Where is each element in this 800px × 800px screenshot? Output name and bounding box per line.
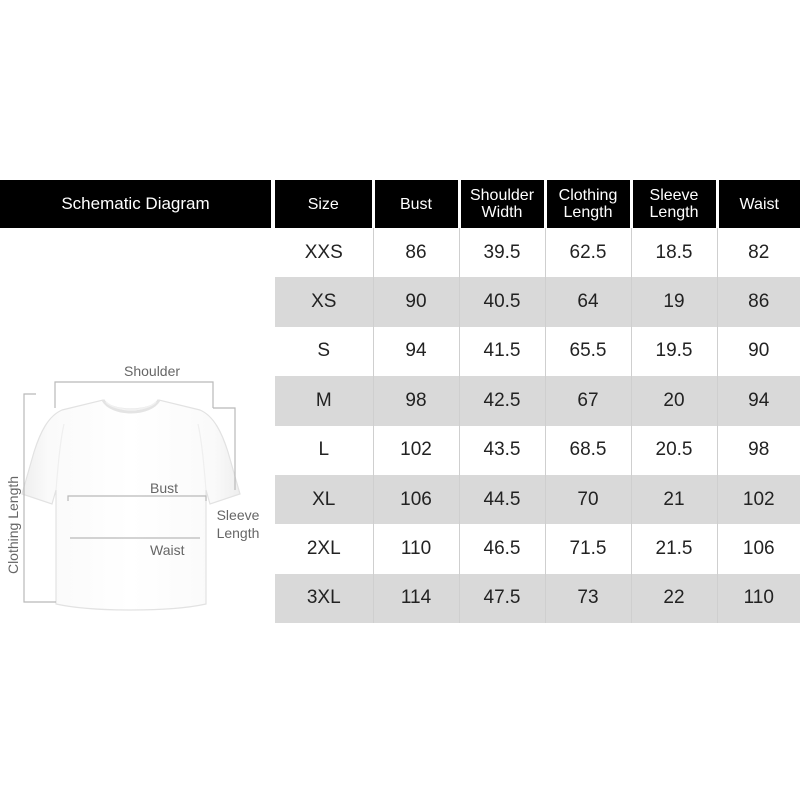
sleeve-length-label: Sleeve Length <box>216 507 260 541</box>
cell-sleeve-length: 18.5 <box>631 228 717 277</box>
header-sleeve-length: Sleeve Length <box>631 180 717 228</box>
cell-bust: 102 <box>373 426 459 475</box>
header-shoulder-width: Shoulder Width <box>459 180 545 228</box>
schematic-diagram-header: Schematic Diagram <box>0 180 271 228</box>
cell-clothing-length: 68.5 <box>545 426 631 475</box>
cell-bust: 110 <box>373 524 459 573</box>
cell-bust: 114 <box>373 574 459 623</box>
cell-shoulder-width: 43.5 <box>459 426 545 475</box>
cell-waist: 102 <box>717 475 800 524</box>
cell-shoulder-width: 41.5 <box>459 327 545 376</box>
table-row <box>275 475 800 524</box>
cell-waist: 86 <box>717 277 800 326</box>
cell-waist: 90 <box>717 327 800 376</box>
cell-sleeve-length: 20.5 <box>631 426 717 475</box>
tshirt-shape <box>22 400 240 610</box>
table-row <box>275 524 800 573</box>
table-header-row <box>275 180 800 228</box>
cell-size: M <box>275 376 373 425</box>
cell-clothing-length: 64 <box>545 277 631 326</box>
cell-bust: 106 <box>373 475 459 524</box>
shoulder-label: Shoulder <box>124 363 181 379</box>
cell-shoulder-width: 46.5 <box>459 524 545 573</box>
cell-size: S <box>317 340 331 362</box>
cell-waist: 98 <box>717 426 800 475</box>
table-row <box>275 228 800 277</box>
cell-size: 3XL <box>275 574 373 623</box>
cell-sleeve-length: 21 <box>631 475 717 524</box>
table-row <box>275 376 800 425</box>
clothing-length-label: Clothing Length <box>5 475 21 575</box>
size-table <box>275 180 800 623</box>
cell-size: XXS <box>304 241 343 263</box>
cell-shoulder-width: 44.5 <box>459 475 545 524</box>
header-size: Size <box>275 180 373 228</box>
cell-clothing-length: 67 <box>545 376 631 425</box>
cell-sleeve-length: 22 <box>631 574 717 623</box>
table-row <box>275 426 800 475</box>
header-bust: Bust <box>373 180 459 228</box>
cell-size: XL <box>275 475 373 524</box>
tshirt-diagram <box>0 228 271 628</box>
cell-sleeve-length: 19 <box>631 277 717 326</box>
shoulder-measure-line <box>55 382 213 408</box>
table-row <box>275 574 800 623</box>
cell-shoulder-width: 40.5 <box>459 277 545 326</box>
cell-waist: 110 <box>717 574 800 623</box>
cell-shoulder-width: 42.5 <box>459 376 545 425</box>
cell-bust: 94 <box>373 327 459 376</box>
waist-label: Waist <box>150 542 185 558</box>
cell-bust: 90 <box>373 277 459 326</box>
cell-clothing-length: 65.5 <box>545 327 631 376</box>
header-waist: Waist <box>717 180 800 228</box>
cell-shoulder-width: 39.5 <box>459 228 545 277</box>
cell-sleeve-length: 20 <box>631 376 717 425</box>
table-row <box>275 327 800 376</box>
cell-clothing-length: 73 <box>545 574 631 623</box>
cell-waist: 94 <box>717 376 800 425</box>
cell-size: L <box>318 439 330 461</box>
tshirt-illustration <box>0 228 271 628</box>
cell-waist: 106 <box>717 524 800 573</box>
table-row <box>275 277 800 326</box>
cell-size: XS <box>275 277 373 326</box>
cell-clothing-length: 62.5 <box>545 228 631 277</box>
cell-bust: 86 <box>373 228 459 277</box>
cell-sleeve-length: 21.5 <box>631 524 717 573</box>
cell-sleeve-length: 19.5 <box>631 327 717 376</box>
header-clothing-length: Clothing Length <box>545 180 631 228</box>
bust-label: Bust <box>150 480 179 496</box>
cell-size: 2XL <box>306 538 341 560</box>
cell-waist: 82 <box>717 228 800 277</box>
cell-bust: 98 <box>373 376 459 425</box>
cell-clothing-length: 71.5 <box>545 524 631 573</box>
cell-shoulder-width: 47.5 <box>459 574 545 623</box>
cell-clothing-length: 70 <box>545 475 631 524</box>
